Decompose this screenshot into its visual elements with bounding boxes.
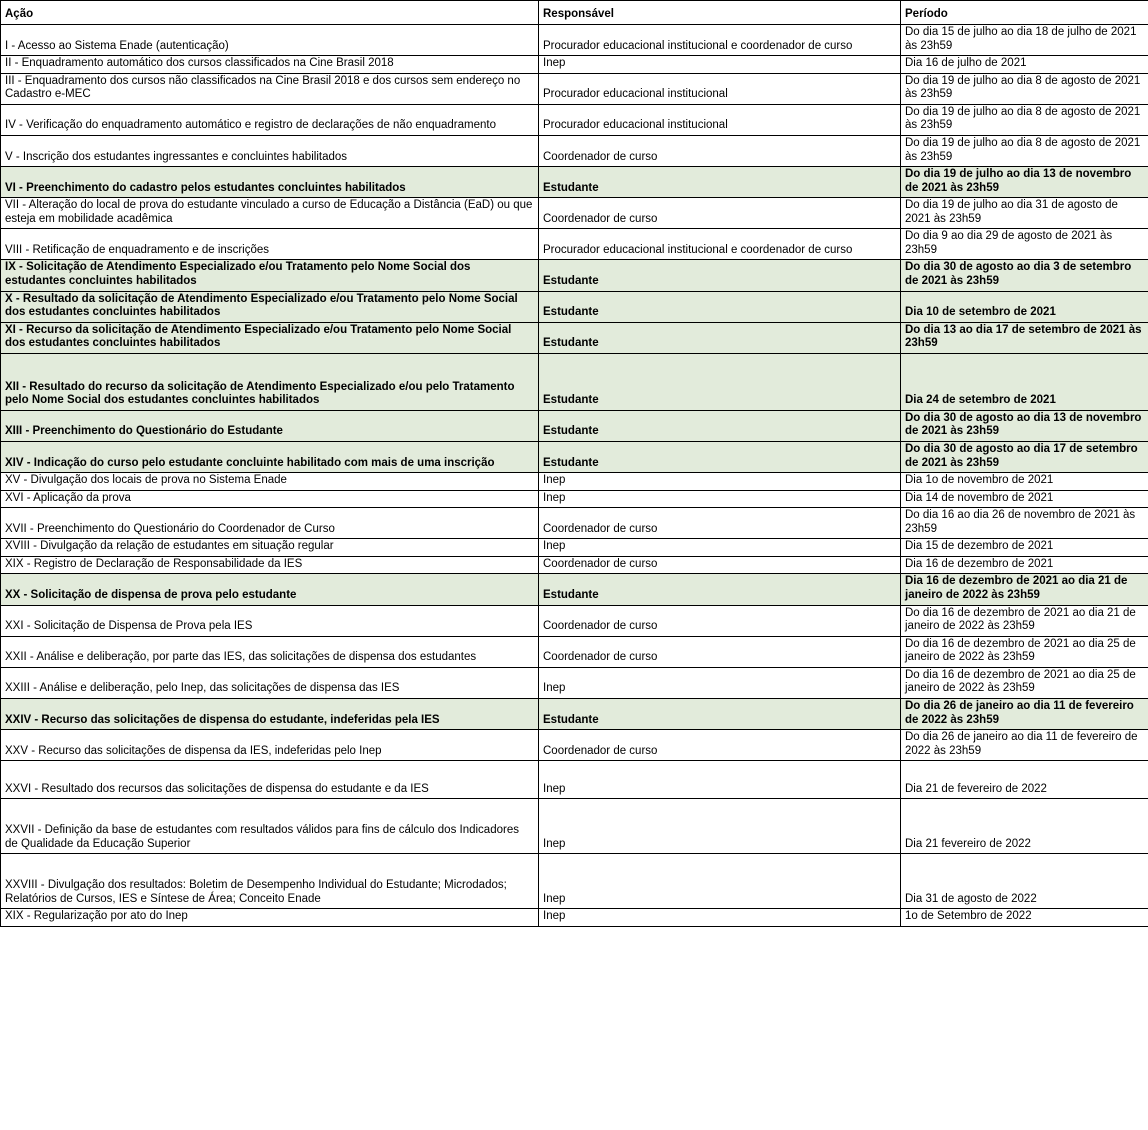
cell-periodo: Do dia 19 de julho ao dia 31 de agosto de 2021 às 23h59 bbox=[901, 198, 1148, 229]
cell-responsavel: Coordenador de curso bbox=[539, 605, 901, 636]
cell-periodo: Dia 10 de setembro de 2021 bbox=[901, 291, 1148, 322]
cell-periodo: Dia 1o de novembro de 2021 bbox=[901, 473, 1148, 491]
cell-periodo: Do dia 16 ao dia 26 de novembro de 2021 às 23h59 bbox=[901, 508, 1148, 539]
column-header-responsavel: Responsável bbox=[539, 1, 901, 25]
cell-acao: XXVIII - Divulgação dos resultados: Boletim de Desempenho Individual do Estudante; Microdados; Relatórios de Cursos, IES e Síntese de Área; Conceito Enade bbox=[1, 854, 539, 909]
table-header-row bbox=[1, 1, 1148, 25]
cell-periodo: Dia 15 de dezembro de 2021 bbox=[901, 539, 1148, 557]
table-row bbox=[1, 322, 1148, 353]
table-row bbox=[1, 667, 1148, 698]
cell-acao: X - Resultado da solicitação de Atendimento Especializado e/ou Tratamento pelo Nome Social dos estudantes concluintes habilitados bbox=[1, 291, 539, 322]
table-row bbox=[1, 25, 1148, 56]
cell-periodo: Do dia 19 de julho ao dia 8 de agosto de 2021 às 23h59 bbox=[901, 135, 1148, 166]
cell-responsavel: Inep bbox=[539, 667, 901, 698]
cell-periodo: Dia 24 de setembro de 2021 bbox=[901, 353, 1148, 410]
table-row bbox=[1, 698, 1148, 729]
cell-periodo: Dia 16 de dezembro de 2021 bbox=[901, 556, 1148, 574]
cell-responsavel: Coordenador de curso bbox=[539, 135, 901, 166]
cell-periodo: Dia 16 de julho de 2021 bbox=[901, 56, 1148, 74]
cell-acao: VII - Alteração do local de prova do estudante vinculado a curso de Educação a Distância (EaD) ou que esteja em mobilidade acadêmica bbox=[1, 198, 539, 229]
cell-periodo: Dia 14 de novembro de 2021 bbox=[901, 490, 1148, 508]
cell-responsavel: Coordenador de curso bbox=[539, 636, 901, 667]
cell-responsavel: Inep bbox=[539, 56, 901, 74]
cell-acao: II - Enquadramento automático dos cursos classificados na Cine Brasil 2018 bbox=[1, 56, 539, 74]
cell-responsavel: Estudante bbox=[539, 410, 901, 441]
cell-acao: VIII - Retificação de enquadramento e de inscrições bbox=[1, 229, 539, 260]
table-row bbox=[1, 260, 1148, 291]
table-row bbox=[1, 799, 1148, 854]
cell-acao: III - Enquadramento dos cursos não classificados na Cine Brasil 2018 e dos cursos sem endereço no Cadastro e-MEC bbox=[1, 73, 539, 104]
cell-periodo: Do dia 30 de agosto ao dia 17 de setembro de 2021 às 23h59 bbox=[901, 441, 1148, 472]
cell-responsavel: Estudante bbox=[539, 441, 901, 472]
table-row bbox=[1, 556, 1148, 574]
cell-responsavel: Coordenador de curso bbox=[539, 508, 901, 539]
table-row bbox=[1, 730, 1148, 761]
cell-responsavel: Inep bbox=[539, 490, 901, 508]
cell-periodo: Dia 31 de agosto de 2022 bbox=[901, 854, 1148, 909]
table-row bbox=[1, 539, 1148, 557]
cell-periodo: Do dia 30 de agosto ao dia 3 de setembro de 2021 às 23h59 bbox=[901, 260, 1148, 291]
table-row bbox=[1, 441, 1148, 472]
cell-responsavel: Estudante bbox=[539, 260, 901, 291]
cell-acao: XIX - Registro de Declaração de Responsabilidade da IES bbox=[1, 556, 539, 574]
table-row bbox=[1, 229, 1148, 260]
cell-acao: XXI - Solicitação de Dispensa de Prova pela IES bbox=[1, 605, 539, 636]
column-header-acao: Ação bbox=[1, 1, 539, 25]
cell-periodo: 1o de Setembro de 2022 bbox=[901, 909, 1148, 927]
table-row bbox=[1, 135, 1148, 166]
table-row bbox=[1, 73, 1148, 104]
cell-acao: VI - Preenchimento do cadastro pelos estudantes concluintes habilitados bbox=[1, 167, 539, 198]
table-row bbox=[1, 56, 1148, 74]
cell-responsavel: Inep bbox=[539, 539, 901, 557]
cell-responsavel: Inep bbox=[539, 854, 901, 909]
cell-acao: IV - Verificação do enquadramento automático e registro de declarações de não enquadramento bbox=[1, 104, 539, 135]
cell-responsavel: Estudante bbox=[539, 574, 901, 605]
table-header bbox=[1, 1, 1148, 25]
table-row bbox=[1, 490, 1148, 508]
cell-acao: XXV - Recurso das solicitações de dispensa da IES, indeferidas pelo Inep bbox=[1, 730, 539, 761]
cell-acao: XIV - Indicação do curso pelo estudante concluinte habilitado com mais de uma inscrição bbox=[1, 441, 539, 472]
cell-periodo: Do dia 13 ao dia 17 de setembro de 2021 às 23h59 bbox=[901, 322, 1148, 353]
cell-responsavel: Coordenador de curso bbox=[539, 198, 901, 229]
table-row bbox=[1, 909, 1148, 927]
table-row bbox=[1, 291, 1148, 322]
cell-acao: XVI - Aplicação da prova bbox=[1, 490, 539, 508]
cell-responsavel: Estudante bbox=[539, 291, 901, 322]
cell-responsavel: Coordenador de curso bbox=[539, 730, 901, 761]
cell-periodo: Dia 21 de fevereiro de 2022 bbox=[901, 761, 1148, 799]
cell-acao: V - Inscrição dos estudantes ingressantes e concluintes habilitados bbox=[1, 135, 539, 166]
table-row bbox=[1, 410, 1148, 441]
cell-periodo: Dia 21 fevereiro de 2022 bbox=[901, 799, 1148, 854]
column-header-periodo: Período bbox=[901, 1, 1148, 25]
cell-acao: XXIII - Análise e deliberação, pelo Inep, das solicitações de dispensa das IES bbox=[1, 667, 539, 698]
cell-acao: I - Acesso ao Sistema Enade (autenticação) bbox=[1, 25, 539, 56]
cell-responsavel: Inep bbox=[539, 909, 901, 927]
cell-acao: XII - Resultado do recurso da solicitação de Atendimento Especializado e/ou pelo Tratamento pelo Nome Social dos estudantes concluintes habilitados bbox=[1, 353, 539, 410]
cell-acao: XIX - Regularização por ato do Inep bbox=[1, 909, 539, 927]
table-row bbox=[1, 473, 1148, 491]
cell-periodo: Do dia 30 de agosto ao dia 13 de novembro de 2021 às 23h59 bbox=[901, 410, 1148, 441]
cell-acao: XIII - Preenchimento do Questionário do Estudante bbox=[1, 410, 539, 441]
table-row bbox=[1, 605, 1148, 636]
cell-periodo: Dia 16 de dezembro de 2021 ao dia 21 de janeiro de 2022 às 23h59 bbox=[901, 574, 1148, 605]
cell-acao: XVIII - Divulgação da relação de estudantes em situação regular bbox=[1, 539, 539, 557]
table-row bbox=[1, 636, 1148, 667]
table-row bbox=[1, 353, 1148, 410]
cell-responsavel: Estudante bbox=[539, 698, 901, 729]
cell-acao: XXIV - Recurso das solicitações de dispensa do estudante, indeferidas pela IES bbox=[1, 698, 539, 729]
cell-periodo: Do dia 19 de julho ao dia 13 de novembro de 2021 às 23h59 bbox=[901, 167, 1148, 198]
table-row bbox=[1, 198, 1148, 229]
table-row bbox=[1, 508, 1148, 539]
cell-periodo: Do dia 16 de dezembro de 2021 ao dia 25 de janeiro de 2022 às 23h59 bbox=[901, 667, 1148, 698]
cell-responsavel: Inep bbox=[539, 761, 901, 799]
cell-responsavel: Estudante bbox=[539, 353, 901, 410]
cell-periodo: Do dia 15 de julho ao dia 18 de julho de 2021 às 23h59 bbox=[901, 25, 1148, 56]
cell-periodo: Do dia 26 de janeiro ao dia 11 de fevereiro de 2022 às 23h59 bbox=[901, 698, 1148, 729]
table-row bbox=[1, 574, 1148, 605]
table-body bbox=[1, 25, 1148, 927]
cell-acao: XXVII - Definição da base de estudantes com resultados válidos para fins de cálculo dos Indicadores de Qualidade da Educação Superior bbox=[1, 799, 539, 854]
cell-acao: XI - Recurso da solicitação de Atendimento Especializado e/ou Tratamento pelo Nome Social dos estudantes concluintes habilitados bbox=[1, 322, 539, 353]
cell-acao: IX - Solicitação de Atendimento Especializado e/ou Tratamento pelo Nome Social dos estudantes concluintes habilitados bbox=[1, 260, 539, 291]
cell-responsavel: Inep bbox=[539, 799, 901, 854]
cell-periodo: Do dia 16 de dezembro de 2021 ao dia 25 de janeiro de 2022 às 23h59 bbox=[901, 636, 1148, 667]
table-row bbox=[1, 167, 1148, 198]
cell-periodo: Do dia 16 de dezembro de 2021 ao dia 21 de janeiro de 2022 às 23h59 bbox=[901, 605, 1148, 636]
cell-responsavel: Estudante bbox=[539, 167, 901, 198]
cell-acao: XVII - Preenchimento do Questionário do Coordenador de Curso bbox=[1, 508, 539, 539]
cell-periodo: Do dia 19 de julho ao dia 8 de agosto de 2021 às 23h59 bbox=[901, 104, 1148, 135]
cell-periodo: Do dia 26 de janeiro ao dia 11 de fevereiro de 2022 às 23h59 bbox=[901, 730, 1148, 761]
cell-acao: XX - Solicitação de dispensa de prova pelo estudante bbox=[1, 574, 539, 605]
cell-responsavel: Procurador educacional institucional bbox=[539, 73, 901, 104]
cell-periodo: Do dia 9 ao dia 29 de agosto de 2021 às 23h59 bbox=[901, 229, 1148, 260]
cell-responsavel: Estudante bbox=[539, 322, 901, 353]
cell-responsavel: Procurador educacional institucional bbox=[539, 104, 901, 135]
cell-responsavel: Procurador educacional institucional e coordenador de curso bbox=[539, 229, 901, 260]
cell-acao: XXVI - Resultado dos recursos das solicitações de dispensa do estudante e da IES bbox=[1, 761, 539, 799]
cell-responsavel: Coordenador de curso bbox=[539, 556, 901, 574]
cell-responsavel: Procurador educacional institucional e coordenador de curso bbox=[539, 25, 901, 56]
table-row bbox=[1, 854, 1148, 909]
cell-acao: XV - Divulgação dos locais de prova no Sistema Enade bbox=[1, 473, 539, 491]
cell-acao: XXII - Análise e deliberação, por parte das IES, das solicitações de dispensa dos estudantes bbox=[1, 636, 539, 667]
table-row bbox=[1, 104, 1148, 135]
cell-responsavel: Inep bbox=[539, 473, 901, 491]
cell-periodo: Do dia 19 de julho ao dia 8 de agosto de 2021 às 23h59 bbox=[901, 73, 1148, 104]
table-row bbox=[1, 761, 1148, 799]
